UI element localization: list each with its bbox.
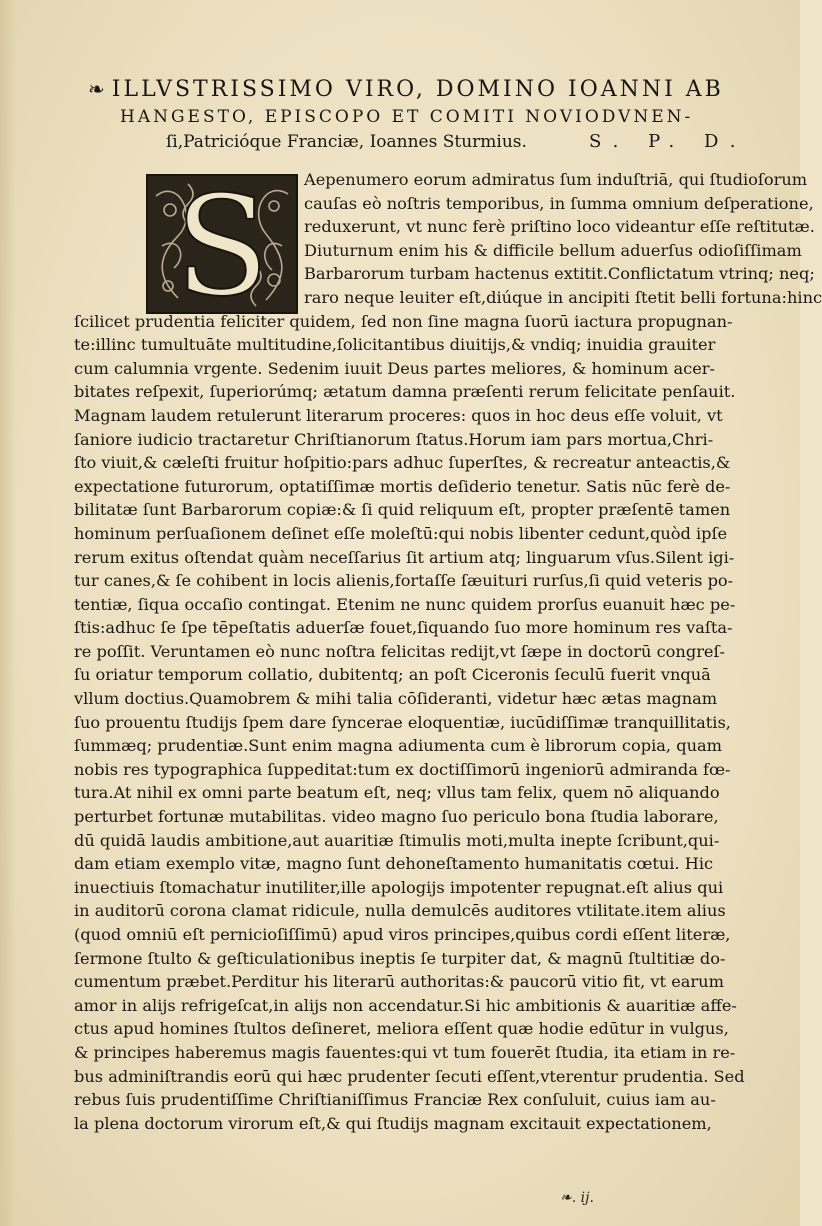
text-line: ſto viuit,& cæleſti fruitur hoſpitio:pars adhuc ſuperſtes, & recreatur anteactis,&: [74, 453, 731, 473]
fleuron-icon: ❧: [88, 77, 108, 101]
text-line: la plena doctorum virorum eſt,& qui ſtudijs magnam excitauit expectationem,: [74, 1113, 712, 1133]
page-edge: [0, 0, 16, 1226]
header-line-3: [88, 129, 748, 155]
text-line: tura.At nihil ex omni parte beatum eſt, neq; vllus tam felix, quem nō aliquando: [74, 783, 720, 803]
text-line: cumentum præbet.Perditur his literarū authoritas:& paucorū vitio fit, vt earum: [74, 972, 724, 992]
dedication-header: [88, 74, 748, 155]
text-line: ſu oriatur temporum collatio, dubitentq; an poſt Ciceronis ſeculū fuerit vnquā: [74, 665, 711, 685]
text-line: tur canes,& ſe cohibent in locis alienis,fortaſſe ſæuituri rurſus,ſi quid veteris po-: [74, 571, 734, 591]
text-line: dam etiam exemplo vitæ, magno ſunt dehoneſtamento humanitatis cœtui. Hic: [74, 854, 714, 874]
text-line: re poſſit. Veruntamen eò nunc noſtra felicitas redijt,vt ſæpe in doctorū congreſ-: [74, 641, 725, 661]
text-line: bus adminiſtrandis eorū qui hæc prudenter ſecuti eſſent,vterentur prudentia. Sed: [74, 1066, 745, 1086]
text-line: ctus apud homines ſtultos deſineret, meliora eſſent quæ hodie edūtur in vulgus,: [74, 1019, 729, 1039]
text-line: ſummæq; prudentiæ.Sunt enim magna adiumenta cum è librorum copia, quam: [74, 736, 723, 756]
header-line-1: [88, 74, 748, 105]
text-line: ſtis:adhuc ſe ſpe tēpeſtatis aduerſæ fouet,ſiquando ſuo more hominum res vaſta-: [74, 618, 733, 638]
initial-letter: S: [174, 166, 270, 327]
text-line: inuectiuis ſtomachatur inutiliter,ille apologijs impotenter repugnat.eſt alius qui: [74, 877, 724, 897]
text-line: cauſas eò noſtris temporibus, in ſumma omnium deſperatione,: [304, 193, 814, 213]
text-line: vllum doctius.Quamobrem & mihi talia cōſideranti, videtur hæc ætas magnam: [74, 689, 718, 709]
header-line-3-text: ſi,Patricióque Franciæ, Ioannes Sturmius.: [166, 132, 527, 152]
text-line: amor in alijs refrigeſcat,in alijs non accendatur.Si hic ambitionis & auaritiæ affe-: [74, 995, 737, 1015]
header-line-1-text: ILLVSTRISSIMO VIRO, DOMINO IOANNI AB: [111, 77, 724, 102]
text-line: Barbarorum turbam hactenus extitit.Conflictatum vtrinq; neq;: [304, 264, 815, 284]
text-line: dū quidā laudis ambitione,aut auaritiæ ſtimulis moti,multa inepte ſcribunt,qui-: [74, 830, 720, 850]
text-line: expectatione futurorum, optatiſſimæ mortis deſiderio tenetur. Satis nūc ferè de-: [74, 476, 731, 496]
text-line: in auditorū corona clamat ridicule, nulla demulcēs auditores vtilitate.item alius: [74, 901, 726, 921]
text-line: te:illinc tumultuāte multitudine,ſolicitantibus diuitijs,& vndiq; inuidia grauiter: [74, 335, 716, 355]
text-line: ſermone ſtulto & geſticulationibus ineptis ſe turpiter dat, & magnū ſtultitiæ do-: [74, 948, 726, 968]
text-line: Magnam laudem retulerunt literarum proceres: quos in hoc deus eſſe voluit, vt: [74, 405, 723, 425]
text-line: rebus ſuis prudentiſſime Chriſtianiſſimus Franciæ Rex conſuluit, cuius iam au-: [74, 1090, 716, 1110]
text-line: ſuo prouentu ſtudijs ſpem dare ſyncerae eloquentiæ, iucūdiſſimæ tranquillitatis,: [74, 712, 731, 732]
text-line: Diuturnum enim his & difficile bellum aduerſus odioſiſſimam: [304, 240, 802, 260]
text-line: & principes haberemus magis fauentes:qui vt tum fouerēt ſtudia, ita etiam in re-: [74, 1042, 736, 1062]
text-line: Aepenumero eorum admiratus ſum induſtriā, qui ſtudioſorum: [304, 170, 808, 189]
text-line: (quod omniū eſt pernicioſiſſimū) apud viros principes,quibus cordi eſſent literæ,: [74, 925, 731, 944]
text-line: hominum perſuaſionem deſinet eſſe moleſtū:qui nobis libenter cedunt,quòd ipſe: [74, 523, 728, 543]
signature-mark: ❧. ij.: [560, 1190, 594, 1206]
text-line: perturbet fortunæ mutabilitas. video magno ſuo periculo bona ſtudia laborare,: [74, 807, 719, 827]
body-text: [74, 168, 822, 1135]
text-line: reduxerunt, vt nunc ferè priſtino loco videantur eſſe reſtitutæ.: [304, 217, 815, 237]
text-line: bitates reſpexit, ſuperiorúmq; ætatum damna præſenti rerum felicitate penſauit.: [74, 382, 736, 402]
header-line-2: HANGESTO, EPISCOPO ET COMITI NOVIODVNEN-: [120, 107, 694, 127]
text-line: tentiæ, ſiqua occaſio contingat. Etenim ne nunc quidem prorſus euanuit hæc pe-: [74, 594, 736, 614]
text-line: bilitatæ ſunt Barbarorum copiæ:& ſi quid reliquum eſt, propter præſentē tamen: [74, 500, 731, 520]
text-line: raro neque leuiter eſt,diúque in ancipiti ſtetit belli fortuna:hinc: [304, 287, 822, 307]
salutation: S. P. D.: [588, 131, 748, 152]
text-line: ſcilicet prudentia feliciter quidem, ſed non ſine magna ſuorū iactura propugnan-: [74, 311, 733, 331]
text-line: ſaniore iudicio tractaretur Chriſtianorum ſtatus.Horum iam pars mortua,Chri-: [74, 429, 714, 449]
text-line: nobis res typographica ſuppeditat:tum ex doctiſſimorū ingeniorū admiranda fœ-: [74, 759, 731, 779]
text-line: cum calumnia vrgente. Sedenim iuuit Deus partes meliores, & hominum acer-: [74, 358, 716, 378]
text-line: rerum exitus oſtendat quàm neceſſarius ſit artium atq; linguarum vſus.Silent igi-: [74, 547, 735, 567]
